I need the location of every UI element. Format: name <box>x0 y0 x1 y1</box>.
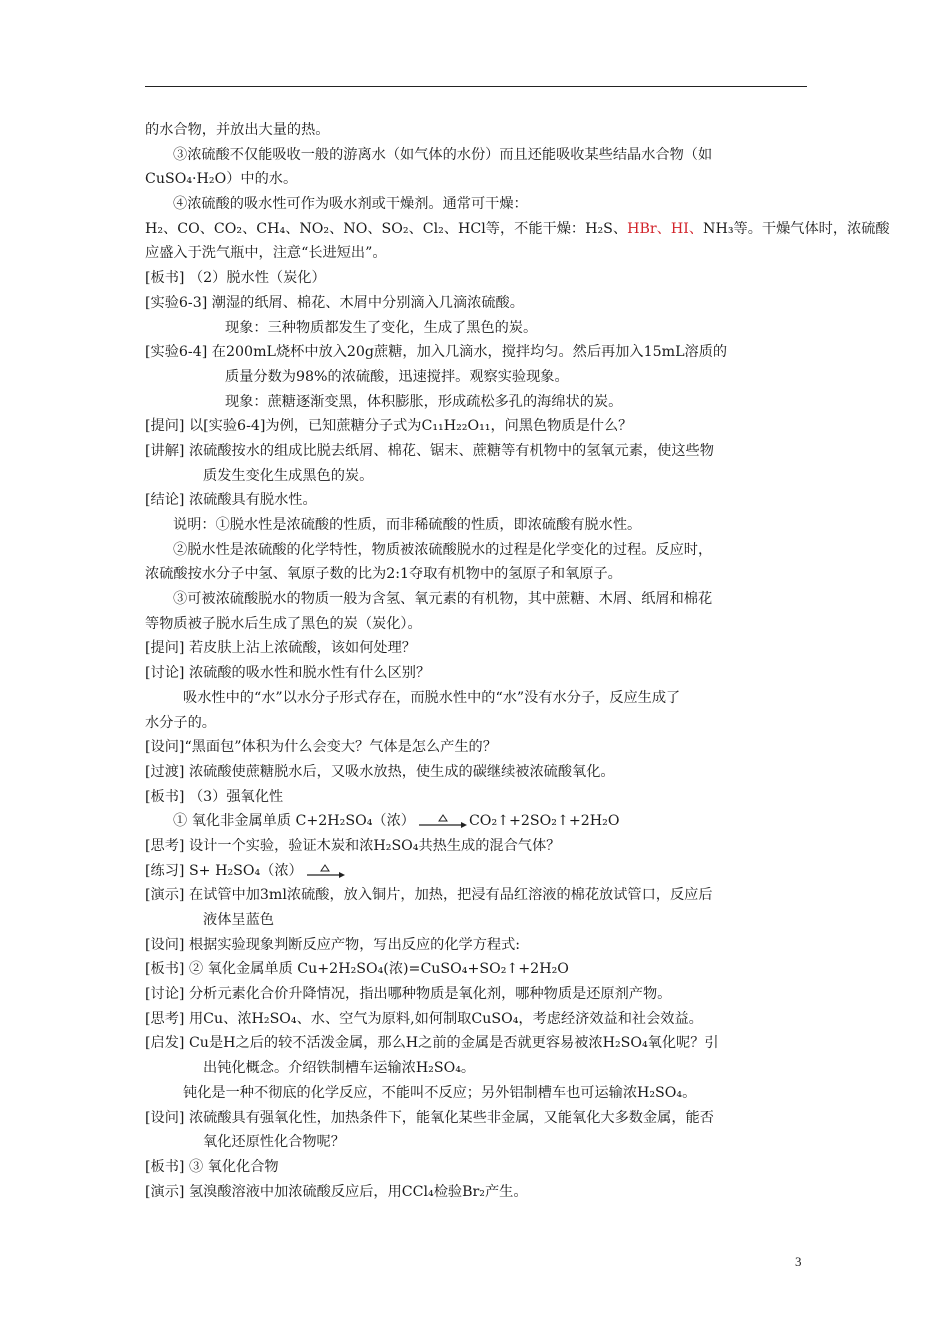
text-line: [结论] 浓硫酸具有脱水性。 <box>145 492 317 509</box>
text-line: [讨论] 浓硫酸的吸水性和脱水性有什么区别？ <box>145 665 431 682</box>
text-line: CuSO₄·H₂O）中的水。 <box>145 171 298 188</box>
text-line: ③可被浓硫酸脱水的物质一般为含氢、氧元素的有机物，其中蔗糖、木屑、纸屑和棉花 <box>173 591 713 608</box>
text-line: 的水合物，并放出大量的热。 <box>145 122 330 138</box>
text-line: 现象：蔗糖逐渐变黑，体积膨胀，形成疏松多孔的海绵状的炭。 <box>225 393 623 410</box>
equation-line <box>145 859 810 884</box>
text-line: 应盛入于洗气瓶中，注意“长进短出”。 <box>145 245 387 262</box>
text-line: 质发生变化生成黑色的炭。 <box>203 467 374 484</box>
text-line: [实验6-3] 潮湿的纸屑、棉花、木屑中分别滴入几滴浓硫酸。 <box>145 294 524 311</box>
text-line: 水分子的。 <box>145 714 216 731</box>
equation-products: CO₂↑+2SO₂↑+2H₂O <box>468 813 620 830</box>
heat-arrow-icon <box>417 814 467 828</box>
text-line: 浓硫酸按水分子中氢、氧原子数的比为2:1夺取有机物中的氢原子和氧原子。 <box>145 566 622 583</box>
equation-line <box>145 809 810 834</box>
text-line: [提问] 若皮肤上沾上浓硫酸，该如何处理？ <box>145 640 416 657</box>
text-line: [实验6-4] 在200mL烧杯中放入20g蔗糖，加入几滴水，搅拌均匀。然后再加入15mL溶质的 <box>145 344 728 361</box>
text-line: [讨论] 分析元素化合价升降情况，指出哪种物质是氧化剂，哪种物质是还原剂产物。 <box>145 986 672 1003</box>
text-line: ③浓硫酸不仅能吸收一般的游离水（如气体的水份）而且还能吸收某些结晶水合物（如 <box>173 146 713 163</box>
text-line: [板书] ② 氧化金属单质 Cu+2H₂SO₄(浓)=CuSO₄+SO₂↑+2H₂O <box>145 961 569 978</box>
heat-arrow-icon <box>305 864 345 878</box>
highlighted-text: HBr、HI、 <box>627 220 704 237</box>
text-line: ④浓硫酸的吸水性可作为吸水剂或干燥剂。通常可干燥： <box>173 196 528 213</box>
text-line: [过渡] 浓硫酸使蔗糖脱水后，又吸水放热，使生成的碳继续被浓硫酸氧化。 <box>145 763 615 780</box>
text-line: 液体呈蓝色 <box>203 912 274 928</box>
text-line: [板书] ③ 氧化化合物 <box>145 1158 279 1175</box>
text-line: [板书] （3）强氧化性 <box>145 788 284 805</box>
text-line: 氧化还原性化合物呢？ <box>203 1134 345 1151</box>
text-line: [演示] 氢溴酸溶液中加浓硫酸反应后，用CCl₄检验Br₂产生。 <box>145 1183 528 1200</box>
text-line: 质量分数为98%的浓硫酸，迅速搅拌。观察实验现象。 <box>225 368 569 385</box>
text-line: [设问] 根据实验现象判断反应产物，写出反应的化学方程式: <box>145 936 521 953</box>
text-line: ②脱水性是浓硫酸的化学特性，物质被浓硫酸脱水的过程是化学变化的过程。反应时， <box>173 541 713 558</box>
text-line: [设问] 浓硫酸具有强氧化性，加热条件下，能氧化某些非金属，又能氧化大多数金属，能否 <box>145 1109 714 1126</box>
exercise-text: [练习] S+ H₂SO₄（浓） <box>145 862 303 879</box>
text-line: [演示] 在试管中加3ml浓硫酸，放入铜片，加热，把浸有品红溶液的棉花放试管口，反应后 <box>145 887 713 904</box>
text-line: [设问]“黑面包”体积为什么会变大？气体是怎么产生的？ <box>145 739 497 756</box>
text-line: 出钝化概念。介绍铁制槽车运输浓H₂SO₄。 <box>203 1060 476 1077</box>
text-span: NH₃等。干燥气体时，浓硫酸 <box>703 220 890 237</box>
text-line: 说明：①脱水性是浓硫酸的性质，而非稀硫酸的性质，即浓硫酸有脱水性。 <box>173 517 642 533</box>
text-line: 等物质被子脱水后生成了黑色的炭（炭化）。 <box>145 615 422 632</box>
equation-reactants: ① 氧化非金属单质 C+2H₂SO₄（浓） <box>173 813 415 830</box>
text-line: 钝化是一种不彻底的化学反应，不能叫不反应；另外铝制槽车也可运输浓H₂SO₄。 <box>183 1084 697 1101</box>
text-line: [思考] 用Cu、浓H₂SO₄、水、空气为原料,如何制取CuSO₄，考虑经济效益和社会效益。 <box>145 1010 703 1027</box>
page-number: 3 <box>795 1254 802 1269</box>
text-line <box>145 217 890 242</box>
text-line: 吸水性中的“水”以水分子形式存在，而脱水性中的“水”没有水分子，反应生成了 <box>183 689 681 706</box>
text-span: H₂、CO、CO₂、CH₄、NO₂、NO、SO₂、Cl₂、HCl等，不能干燥：H₂S、 <box>145 220 628 237</box>
text-line: [板书] （2）脱水性（炭化） <box>145 270 326 287</box>
header-rule <box>145 86 807 87</box>
text-line: [启发] Cu是H之后的较不活泼金属，那么H之前的金属是否就更容易被浓H₂SO₄氧化呢？引 <box>145 1035 719 1052</box>
text-line: [讲解] 浓硫酸按水的组成比脱去纸屑、棉花、锯末、蔗糖等有机物中的氢氧元素，使这些物 <box>145 442 714 459</box>
text-line: [提问] 以[实验6-4]为例，已知蔗糖分子式为C₁₁H₂₂O₁₁，问黑色物质是什么？ <box>145 418 633 435</box>
text-line: 现象：三种物质都发生了变化，生成了黑色的炭。 <box>225 319 538 336</box>
document-body <box>145 118 890 1204</box>
text-line: [思考] 设计一个实验，验证木炭和浓H₂SO₄共热生成的混合气体？ <box>145 837 561 854</box>
